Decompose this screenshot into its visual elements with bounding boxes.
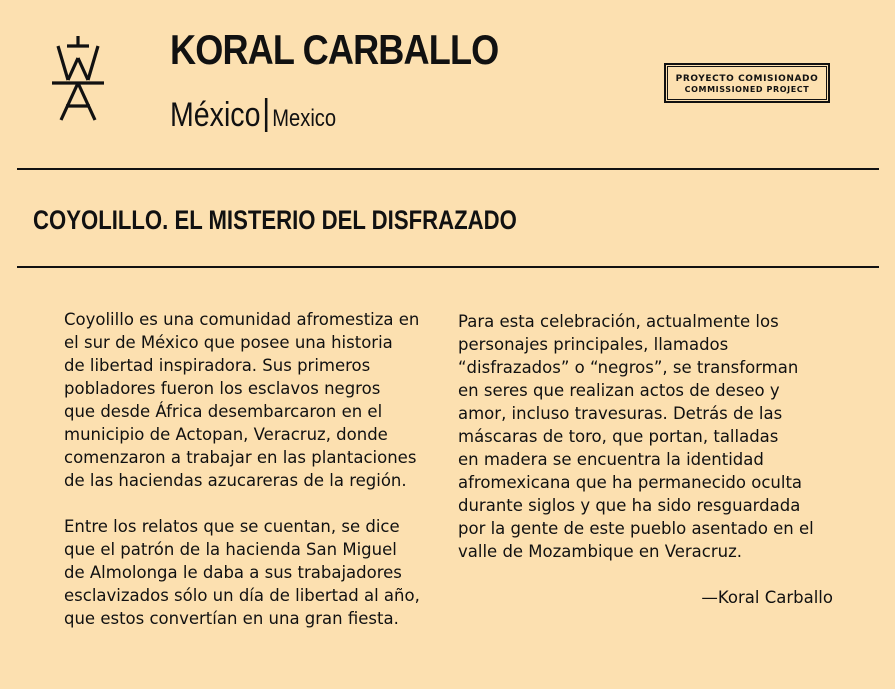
- country-label: [170, 96, 336, 134]
- country-divider: [265, 98, 268, 132]
- tower-monogram-logo-icon: [52, 36, 104, 122]
- country-spanish: México: [170, 96, 261, 134]
- paragraph: Entre los relatos que se cuentan, se dice que el patrón de la hacienda San Miguel de Almolonga le daba a sus trabajadores esclavizados sólo un día de libertad al año, que estos convertían en una gran fiesta.: [64, 517, 420, 628]
- country-english: Mexico: [272, 105, 337, 132]
- left-column: [64, 308, 420, 630]
- bottom-divider: [17, 266, 879, 268]
- signature: —Koral Carballo: [701, 588, 833, 607]
- section-title: COYOLILLO. EL MISTERIO DEL DISFRAZADO: [33, 205, 517, 235]
- badge-label-spanish: PROYECTO COMISIONADO: [675, 74, 819, 84]
- right-column: [458, 310, 814, 563]
- paragraph: Coyolillo es una comunidad afromestiza en el sur de México que posee una historia de libertad inspiradora. Sus primeros pobladores fueron los esclavos negros que desde África desembarcaron en el municipio de Actopan, Veracruz, donde comenzaron a trabajar en las plantaciones de las haciendas azucareras de la región.: [64, 310, 420, 490]
- badge-label-english: COMMISSIONED PROJECT: [684, 85, 810, 94]
- commissioned-project-badge: [664, 63, 830, 103]
- paragraph: Para esta celebración, actualmente los personajes principales, llamados “disfrazados” o “negros”, se transforman en seres que realizan actos de deseo y amor, incluso travesuras. Detrás de las máscaras de toro, que portan, talladas en madera se encuentra la identidad afromexicana que ha permanecido oculta durante siglos y que ha sido resguardada por la gente de este pueblo asentado en el valle de Mozambique en Veracruz.: [458, 312, 814, 561]
- top-divider: [17, 168, 879, 170]
- artist-name: KORAL CARBALLO: [170, 26, 499, 73]
